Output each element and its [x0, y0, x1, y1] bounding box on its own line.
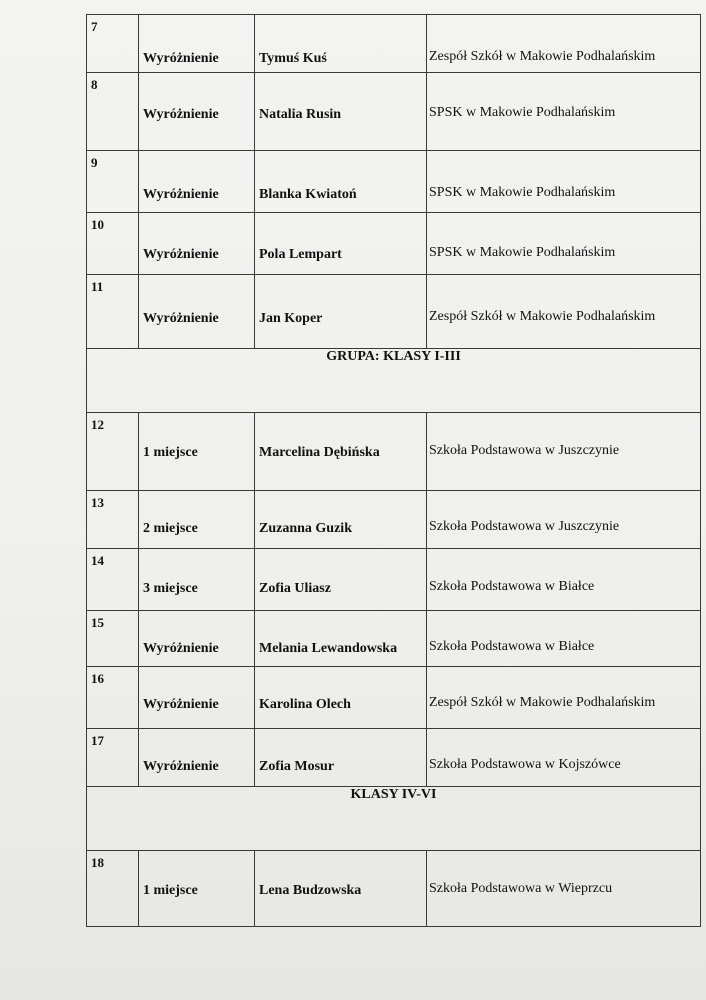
- entry-number-cell: [87, 491, 139, 549]
- participant-name: Marcelina Dębińska: [259, 445, 380, 460]
- participant-name-cell: [255, 275, 427, 349]
- award-cell-cell: [139, 151, 255, 213]
- school-name-cell: [427, 73, 701, 151]
- participant-name-cell: [255, 611, 427, 667]
- school-name-cell: [427, 667, 701, 729]
- participant-name-cell: [255, 151, 427, 213]
- entry-number: 7: [91, 19, 98, 34]
- group-header: GRUPA: KLASY I-III: [87, 349, 701, 413]
- entry-number: 12: [91, 417, 104, 432]
- table-row: [87, 549, 701, 611]
- entry-number-cell: [87, 667, 139, 729]
- school-name: SPSK w Makowie Podhalańskim: [429, 185, 616, 200]
- participant-name: Melania Lewandowska: [259, 641, 398, 656]
- award-cell-cell: [139, 549, 255, 611]
- table-row: [87, 851, 701, 927]
- participant-name-cell: [255, 851, 427, 927]
- award-cell-cell: [139, 275, 255, 349]
- participant-name-cell: [255, 413, 427, 491]
- participant-name: Pola Lempart: [259, 247, 342, 262]
- award-cell: 2 miejsce: [143, 521, 198, 536]
- award-cell-cell: [139, 851, 255, 927]
- entry-number-cell: [87, 213, 139, 275]
- participant-name-cell: [255, 549, 427, 611]
- group-header: KLASY IV-VI: [87, 787, 701, 851]
- table-row: [87, 151, 701, 213]
- award-cell-cell: [139, 491, 255, 549]
- award-cell-cell: [139, 729, 255, 787]
- participant-name: Zuzanna Guzik: [259, 521, 352, 536]
- entry-number-cell: [87, 611, 139, 667]
- school-name: Szkoła Podstawowa w Kojszówce: [429, 757, 621, 772]
- award-cell-cell: [139, 667, 255, 729]
- award-cell: Wyróżnienie: [143, 759, 219, 774]
- school-name-cell: [427, 729, 701, 787]
- entry-number: 8: [91, 77, 98, 92]
- participant-name: Natalia Rusin: [259, 107, 342, 122]
- participant-name-cell: [255, 491, 427, 549]
- school-name-cell: [427, 151, 701, 213]
- school-name-cell: [427, 275, 701, 349]
- table-row: [87, 729, 701, 787]
- entry-number: 9: [91, 155, 98, 170]
- entry-number-cell: [87, 73, 139, 151]
- school-name-cell: [427, 213, 701, 275]
- participant-name: Zofia Uliasz: [259, 581, 331, 596]
- school-name: Szkoła Podstawowa w Wieprzcu: [429, 881, 613, 896]
- table-row: [87, 73, 701, 151]
- school-name-cell: [427, 491, 701, 549]
- award-cell: Wyróżnienie: [143, 107, 219, 122]
- participant-name: Lena Budzowska: [259, 883, 362, 898]
- award-cell-cell: [139, 413, 255, 491]
- table-row: [87, 667, 701, 729]
- school-name-cell: [427, 851, 701, 927]
- participant-name: Karolina Olech: [259, 697, 351, 712]
- table-row: [87, 275, 701, 349]
- results-table: [86, 14, 701, 927]
- participant-name-cell: [255, 667, 427, 729]
- entry-number-cell: [87, 549, 139, 611]
- school-name: SPSK w Makowie Podhalańskim: [429, 105, 616, 120]
- group-header-row: [87, 787, 701, 851]
- participant-name-cell: [255, 15, 427, 73]
- entry-number: 16: [91, 671, 104, 686]
- participant-name: Jan Koper: [259, 311, 323, 326]
- school-name: Zespół Szkół w Makowie Podhalańskim: [429, 309, 656, 324]
- results-table-body: [87, 15, 701, 927]
- participant-name-cell: [255, 729, 427, 787]
- entry-number-cell: [87, 851, 139, 927]
- entry-number: 11: [91, 279, 104, 294]
- award-cell: Wyróżnienie: [143, 247, 219, 262]
- award-cell: Wyróżnienie: [143, 51, 219, 66]
- award-cell: 1 miejsce: [143, 883, 198, 898]
- entry-number: 17: [91, 733, 104, 748]
- award-cell: 1 miejsce: [143, 445, 198, 460]
- school-name-cell: [427, 611, 701, 667]
- group-header-row: [87, 349, 701, 413]
- school-name: SPSK w Makowie Podhalańskim: [429, 245, 616, 260]
- entry-number: 15: [91, 615, 104, 630]
- entry-number-cell: [87, 15, 139, 73]
- award-cell-cell: [139, 213, 255, 275]
- entry-number-cell: [87, 729, 139, 787]
- school-name: Szkoła Podstawowa w Białce: [429, 639, 595, 654]
- school-name: Szkoła Podstawowa w Juszczynie: [429, 443, 620, 458]
- table-row: [87, 413, 701, 491]
- table-row: [87, 15, 701, 73]
- school-name-cell: [427, 15, 701, 73]
- school-name-cell: [427, 413, 701, 491]
- school-name: Szkoła Podstawowa w Białce: [429, 579, 595, 594]
- entry-number-cell: [87, 413, 139, 491]
- entry-number: 10: [91, 217, 104, 232]
- entry-number: 14: [91, 553, 104, 568]
- award-cell-cell: [139, 73, 255, 151]
- participant-name-cell: [255, 213, 427, 275]
- school-name: Szkoła Podstawowa w Juszczynie: [429, 519, 620, 534]
- award-cell-cell: [139, 611, 255, 667]
- award-cell: Wyróżnienie: [143, 697, 219, 712]
- table-row: [87, 213, 701, 275]
- participant-name: Blanka Kwiatoń: [259, 187, 357, 202]
- award-cell: Wyróżnienie: [143, 641, 219, 656]
- entry-number: 18: [91, 855, 104, 870]
- school-name: Zespół Szkół w Makowie Podhalańskim: [429, 695, 656, 710]
- award-cell: Wyróżnienie: [143, 311, 219, 326]
- participant-name: Tymuś Kuś: [259, 51, 327, 66]
- award-cell: Wyróżnienie: [143, 187, 219, 202]
- award-cell: 3 miejsce: [143, 581, 198, 596]
- participant-name: Zofia Mosur: [259, 759, 335, 774]
- school-name: Zespół Szkół w Makowie Podhalańskim: [429, 49, 656, 64]
- entry-number: 13: [91, 495, 104, 510]
- table-row: [87, 611, 701, 667]
- award-cell-cell: [139, 15, 255, 73]
- table-row: [87, 491, 701, 549]
- school-name-cell: [427, 549, 701, 611]
- entry-number-cell: [87, 275, 139, 349]
- participant-name-cell: [255, 73, 427, 151]
- entry-number-cell: [87, 151, 139, 213]
